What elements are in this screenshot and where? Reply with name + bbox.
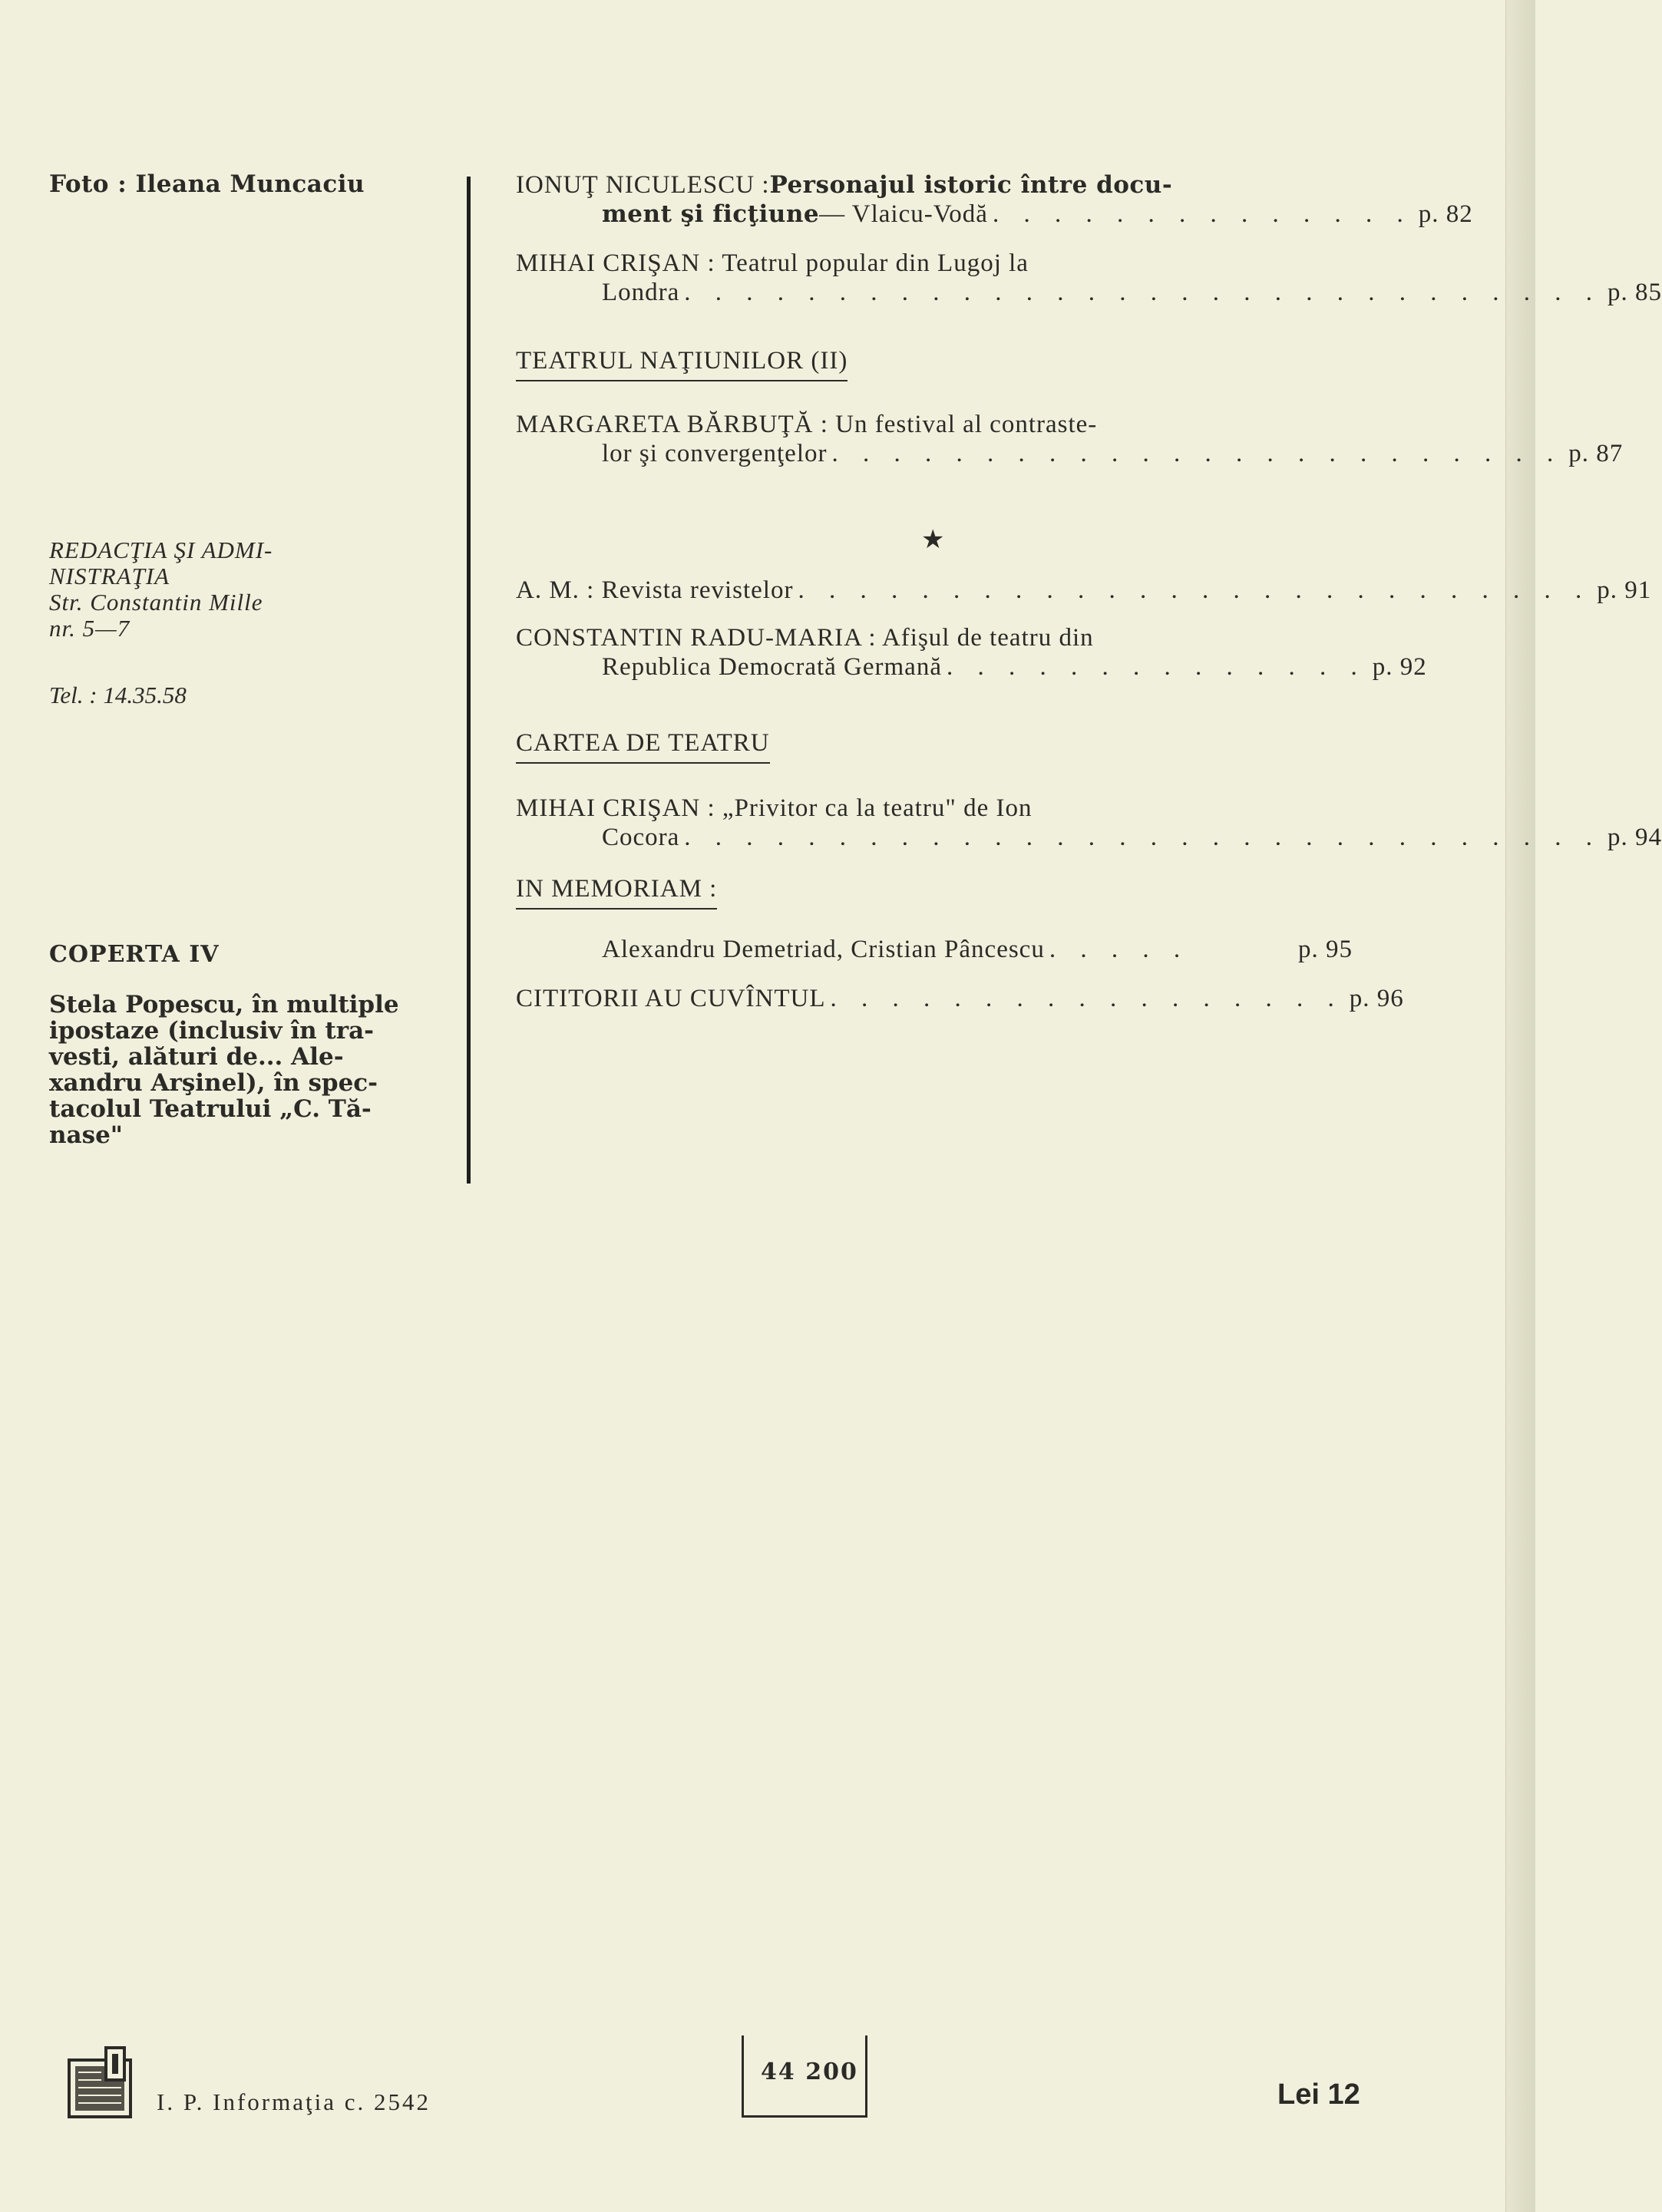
page-edge xyxy=(1505,0,1535,2212)
toc-entry xyxy=(516,249,1662,307)
toc-title: CITITORII AU CUVÎNTUL xyxy=(516,985,826,1012)
toc-page: p. 85 xyxy=(1607,279,1662,306)
toc-title: Republica Democrată Germană xyxy=(602,653,942,681)
toc-title: — Vlaicu-Vodă xyxy=(819,200,988,228)
leader-dots: . . . . . . . . . . . . . . . . . xyxy=(830,985,1343,1012)
address-line: nr. 5—7 xyxy=(49,615,131,642)
toc-title: Londra xyxy=(602,279,680,306)
toc-page: p. 94 xyxy=(1607,824,1662,851)
caption-line: Stela Popescu, în multiple xyxy=(49,991,399,1019)
leader-dots: . . . . . xyxy=(1049,936,1190,963)
toc-title: lor şi convergenţelor xyxy=(602,440,828,467)
price: Lei 12 xyxy=(1277,2078,1360,2111)
toc-entry xyxy=(516,576,1652,605)
toc-page: p. 95 xyxy=(1298,936,1353,963)
toc-entry xyxy=(516,794,1662,852)
section-heading: TEATRUL NAŢIUNILOR (II) xyxy=(516,347,848,381)
toc-title: A. M. : Revista revistelor xyxy=(516,576,794,604)
toc-line: MIHAI CRIŞAN : „Privitor ca la teatru" de Ion xyxy=(516,794,1033,822)
toc-line: MARGARETA BĂRBUŢĂ : Un festival al contraste- xyxy=(516,411,1098,438)
leader-dots: . . . . . . . . . . . . . . xyxy=(992,200,1413,228)
caption-line: tacolul Teatrului „C. Tă- xyxy=(49,1095,372,1123)
code-box xyxy=(742,2035,867,2118)
toc-title: Cocora xyxy=(602,824,680,851)
toc-title: ment şi ficţiune xyxy=(602,200,820,228)
toc-page: p. 96 xyxy=(1349,985,1404,1012)
caption-line: nase" xyxy=(49,1121,123,1149)
address-line: NISTRAŢIA xyxy=(49,563,170,589)
toc-page: p. 82 xyxy=(1418,200,1473,228)
toc-page: p. 87 xyxy=(1568,440,1624,467)
cover-title: COPERTA IV xyxy=(49,941,220,968)
leader-dots: . . . . . . . . . . . . . . . . . . . . . . . . . . . . . . xyxy=(684,279,1602,306)
printer-logo-icon xyxy=(68,2045,132,2118)
caption-line: ipostaze (inclusiv în tra- xyxy=(49,1017,375,1045)
caption-line: xandru Arşinel), în spec- xyxy=(49,1069,378,1097)
address-line: REDACŢIA ŞI ADMI- xyxy=(49,536,273,563)
toc-author: IONUŢ NICULESCU : xyxy=(516,171,770,199)
toc-entry xyxy=(516,170,1473,229)
editorial-address xyxy=(49,537,433,642)
toc-title: Alexandru Demetriad, Cristian Pâncescu xyxy=(602,936,1045,963)
toc-line: CONSTANTIN RADU-MARIA : Afişul de teatru din xyxy=(516,624,1094,652)
address-line: Str. Constantin Mille xyxy=(49,589,263,616)
section-heading: IN MEMORIAM : xyxy=(516,875,717,910)
star-icon: ★ xyxy=(921,526,945,554)
code-number: 44 200 xyxy=(761,2058,858,2085)
toc-title: Personajul istoric între docu- xyxy=(769,171,1173,199)
toc-entry xyxy=(516,410,1624,468)
leader-dots: . . . . . . . . . . . . . . xyxy=(946,653,1366,681)
leader-dots: . . . . . . . . . . . . . . . . . . . . . . . . . . xyxy=(798,576,1591,604)
toc-page: p. 92 xyxy=(1372,653,1427,681)
printer-imprint: I. P. Informaţia c. 2542 xyxy=(157,2088,431,2115)
leader-dots: . . . . . . . . . . . . . . . . . . . . . . . . xyxy=(831,440,1563,467)
column-divider xyxy=(467,177,471,1184)
toc-entry xyxy=(516,984,1404,1013)
caption-line: vesti, alături de... Ale- xyxy=(49,1043,344,1071)
section-heading: CARTEA DE TEATRU xyxy=(516,729,770,764)
toc-line: MIHAI CRIŞAN : Teatrul popular din Lugoj la xyxy=(516,249,1029,277)
toc-entry xyxy=(516,935,1353,964)
leader-dots: . . . . . . . . . . . . . . . . . . . . . . . . . . . . . . xyxy=(684,824,1602,851)
cover-caption xyxy=(49,992,430,1148)
toc-entry xyxy=(516,623,1427,682)
toc-page: p. 91 xyxy=(1597,576,1652,604)
photo-credit: Foto : Ileana Muncaciu xyxy=(49,170,365,198)
telephone: Tel. : 14.35.58 xyxy=(49,682,187,708)
